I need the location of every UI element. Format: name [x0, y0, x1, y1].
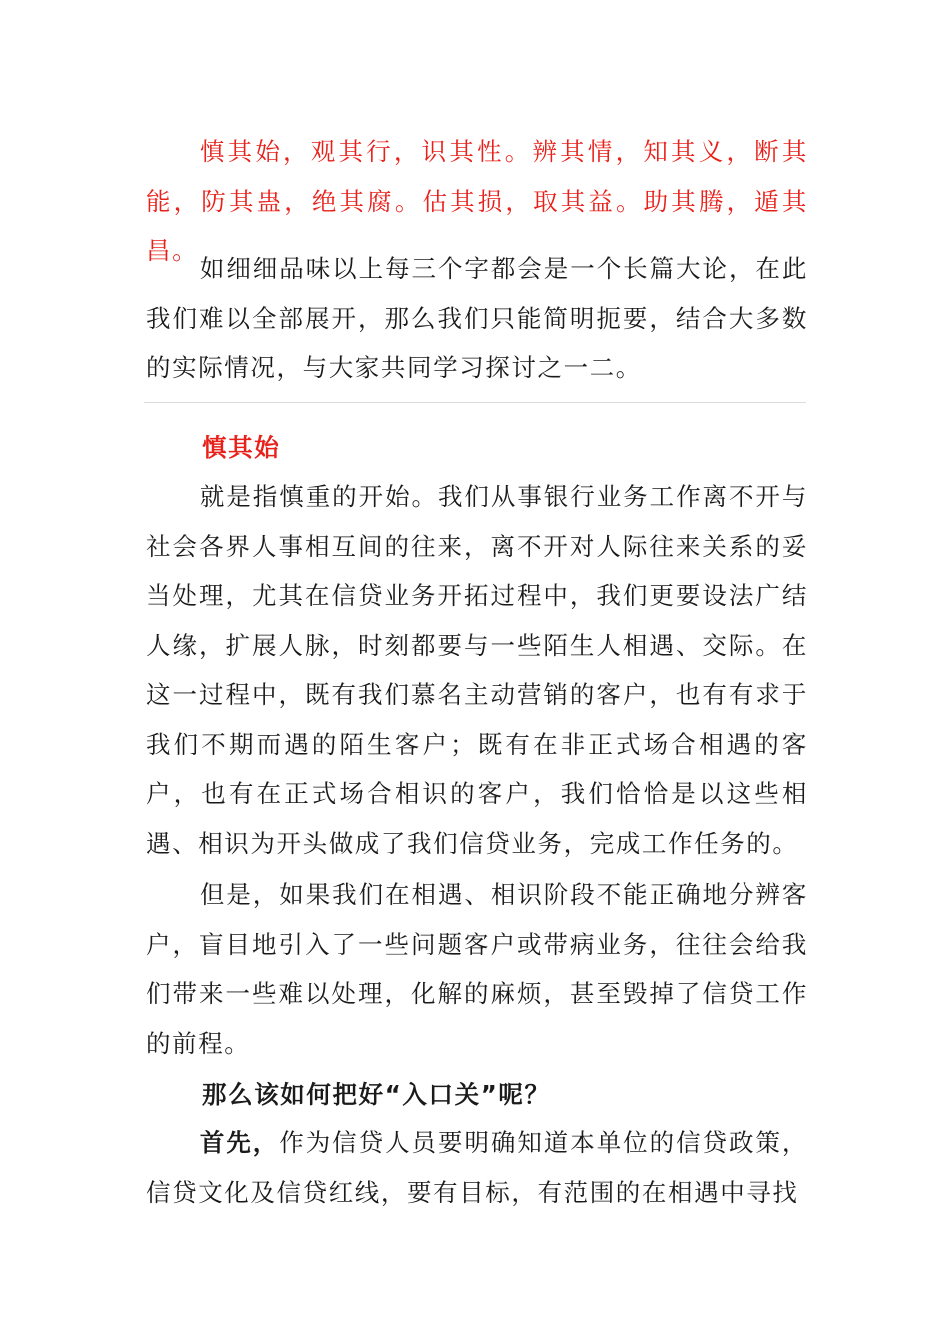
first-point-lead: 首先，: [199, 1128, 280, 1157]
first-point-paragraph: [146, 1118, 808, 1217]
section-paragraph-2: 但是，如果我们在相遇、相识阶段不能正确地分辨客户，盲目地引入了一些问题客户或带病业务，往往会给我们带来一些难以处理，化解的麻烦，甚至毁掉了信贷工作的前程。: [146, 880, 808, 1058]
intro-paragraph: 如细细品味以上每三个字都会是一个长篇大论，在此我们难以全部展开，那么我们只能简明扼要，结合大多数的实际情况，与大家共同学习探讨之一二。: [146, 254, 808, 382]
section-paragraph-1: 就是指慎重的开始。我们从事银行业务工作离不开与社会各界人事相互间的往来，离不开对人际往来关系的妥当处理，尤其在信贷业务开拓过程中，我们更要设法广结人缘，扩展人脉，时刻都要与一些陌生人相遇、交际。在这一过程中，既有我们慕名主动营销的客户，也有有求于我们不期而遇的陌生客户；既有在非正式场合相遇的客户，也有在正式场合相识的客户，我们恰恰是以这些相遇、相识为开头做成了我们信贷业务，完成工作任务的。: [146, 482, 808, 858]
question-heading: 那么该如何把好“入口关”呢？: [202, 1080, 551, 1109]
first-point-text: 作为信贷人员要明确知道本单位的信贷政策，信贷文化及信贷红线，要有目标，有范围的在相遇中寻找: [146, 1128, 808, 1207]
section-divider: [144, 402, 806, 403]
intro-quote: 慎其始，观其行，识其性。辨其情，知其义，断其能，防其蛊，绝其腐。估其损，取其益。助其腾，遁其昌。: [146, 137, 808, 265]
section-heading: 慎其始: [202, 433, 281, 462]
